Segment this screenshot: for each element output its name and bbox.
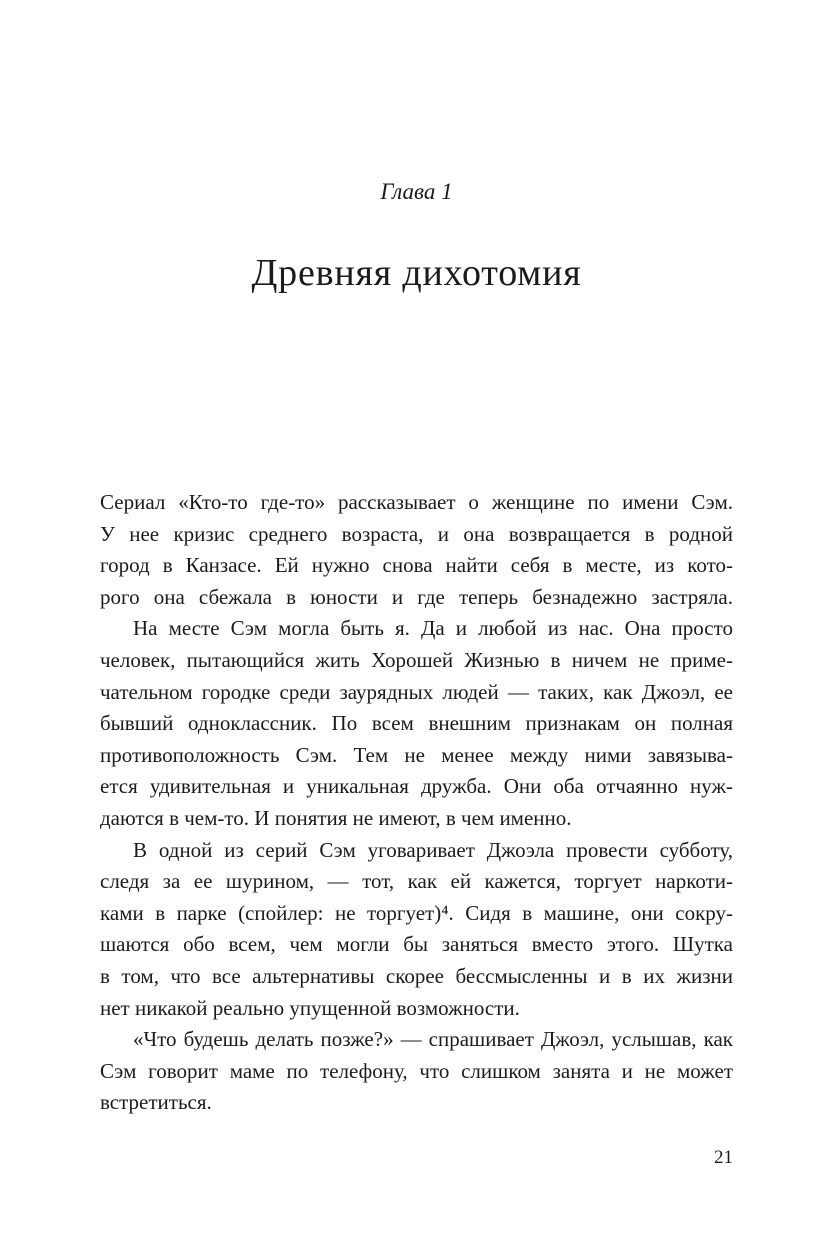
text-line: ками в парке (спойлер: не торгует)⁴. Сидя в машине, они сокру- xyxy=(100,900,733,925)
text-line: На месте Сэм могла быть я. Да и любой из нас. Она просто xyxy=(133,616,733,641)
text-line: в том, что все альтернативы скорее бессмысленны и в их жизни xyxy=(100,963,733,988)
text-line: В одной из серий Сэм уговаривает Джоэла провести субботу, xyxy=(133,837,733,862)
text-line: Сэм говорит маме по телефону, что слишком занята и не может xyxy=(100,1058,733,1083)
text-line: следя за ее шурином, — тот, как ей кажется, торгует наркоти- xyxy=(100,869,733,894)
text-line: шаются обо всем, чем могли бы заняться вместо этого. Шутка xyxy=(100,932,733,957)
text-line: даются в чем-то. И понятия не имеют, в чем именно. xyxy=(100,805,572,830)
body-text xyxy=(100,487,733,1119)
page-number: 21 xyxy=(714,1147,733,1168)
text-line: «Что будешь делать позже?» — спрашивает Джоэл, услышав, как xyxy=(133,1027,733,1052)
text-line: нет никакой реально упущенной возможности. xyxy=(100,995,520,1020)
text-line: Сериал «Кто-то где-то» рассказывает о женщине по имени Сэм. xyxy=(100,490,733,514)
text-line: бывший одноклассник. По всем внешним признакам он полная xyxy=(100,711,733,736)
chapter-label: Глава 1 xyxy=(380,179,453,204)
text-line: У нее кризис среднего возраста, и она возвращается в родной xyxy=(100,521,733,546)
text-line: чательном городке среди заурядных людей — таких, как Джоэл, ее xyxy=(100,679,733,704)
text-line: ется удивительная и уникальная дружба. Они оба отчаянно нуж- xyxy=(100,774,733,799)
text-line: рого она сбежала в юности и где теперь безнадежно застряла. xyxy=(100,584,733,609)
text-line: город в Канзасе. Ей нужно снова найти себя в месте, из кото- xyxy=(100,553,733,578)
text-line: встретиться. xyxy=(100,1090,212,1115)
text-line: человек, пытающийся жить Хорошей Жизнью в ничем не приме- xyxy=(100,647,733,672)
text-line: противоположность Сэм. Тем не менее между ними завязыва- xyxy=(100,742,733,767)
chapter-title: Древняя дихотомия xyxy=(251,252,582,294)
